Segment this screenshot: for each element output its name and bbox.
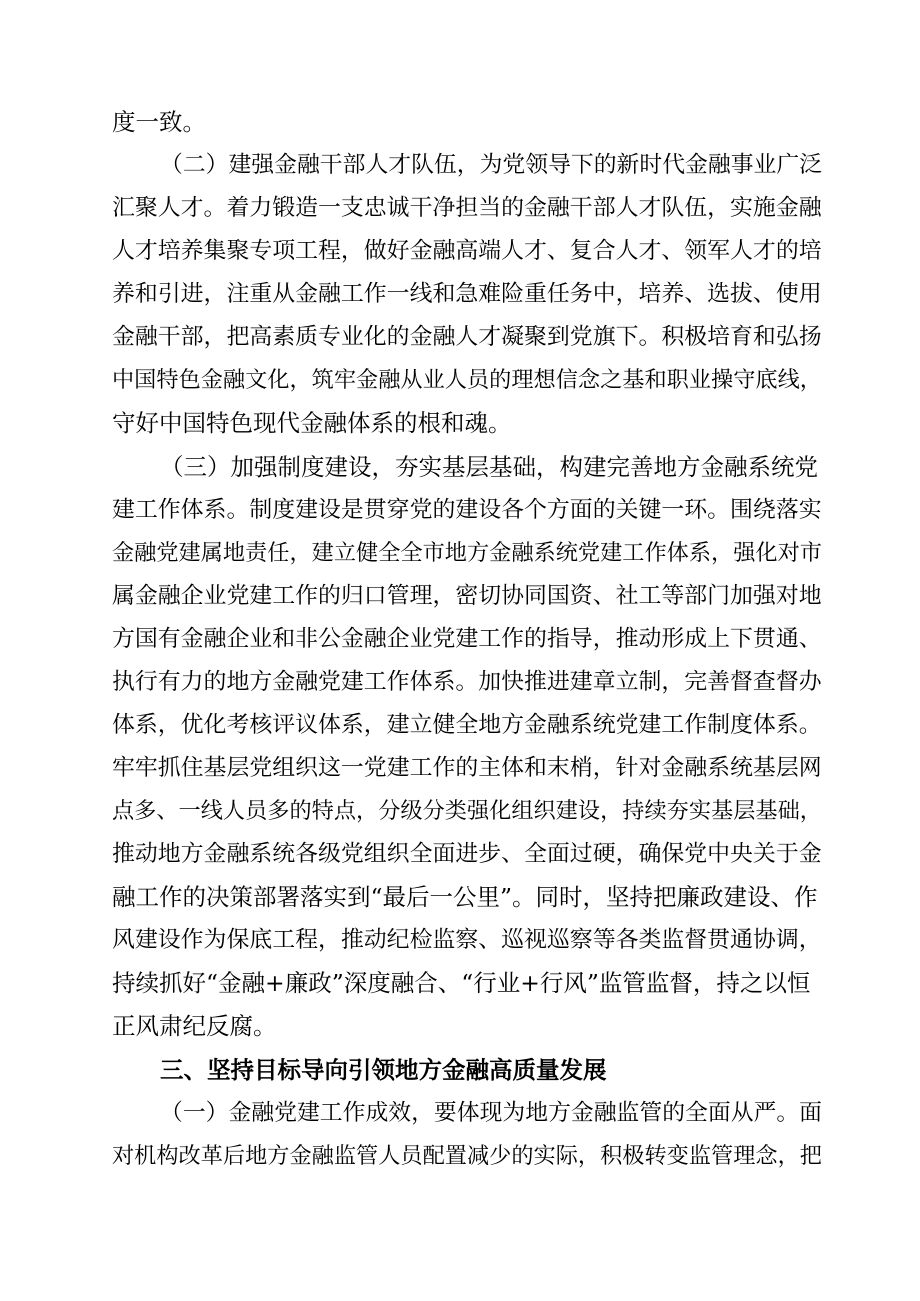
text-line xyxy=(0,1136,920,1176)
text-line xyxy=(0,662,920,702)
line-text: 正风肃纪反腐。 xyxy=(112,1012,277,1040)
text-line xyxy=(0,533,920,573)
section-heading xyxy=(0,1050,920,1090)
line-text: 方国有金融企业和非公金融企业党建工作的指导，推动形成上下贯通、 xyxy=(112,626,822,652)
paragraph-first-line xyxy=(0,1093,920,1133)
text-line xyxy=(0,748,920,788)
line-text: （三）加强制度建设，夯实基层基础，构建完善地方金融系统党 xyxy=(160,453,818,481)
text-line xyxy=(0,920,920,960)
text-line xyxy=(0,1006,920,1046)
line-text: 牢牢抓住基层党组织这一党建工作的主体和末梢，针对金融系统基层网 xyxy=(112,755,822,781)
text-line xyxy=(0,834,920,874)
text-line xyxy=(0,188,920,228)
text-line xyxy=(0,619,920,659)
line-text: 金融干部，把高素质专业化的金融人才凝聚到党旗下。积极培育和弘扬 xyxy=(112,324,822,350)
text-line xyxy=(0,403,920,443)
text-line xyxy=(0,102,920,142)
line-text: 风建设作为保底工程，推动纪检监察、巡视巡察等各类监督贯通协调， xyxy=(112,927,822,953)
text-line xyxy=(0,274,920,314)
text-line xyxy=(0,576,920,616)
line-text: 属金融企业党建工作的归口管理，密切协同国资、社工等部门加强对地 xyxy=(112,583,822,609)
paragraph-first-line xyxy=(0,145,920,185)
line-text: 度一致。 xyxy=(112,108,206,136)
line-text: 执行有力的地方金融党建工作体系。加快推进建章立制，完善督查督办 xyxy=(112,669,822,695)
line-text: 推动地方金融系统各级党组织全面进步、全面过硬，确保党中央关于金 xyxy=(112,841,822,867)
text-line xyxy=(0,231,920,271)
line-text: 养和引进，注重从金融工作一线和急难险重任务中，培养、选拔、使用 xyxy=(112,281,822,307)
line-text: 融工作的决策部署落实到“最后一公里”。同时，坚持把廉政建设、作 xyxy=(112,883,818,911)
paragraph-first-line xyxy=(0,447,920,487)
heading-text: 三、坚持目标导向引领地方金融高质量发展 xyxy=(160,1056,607,1084)
line-text: 金融党建属地责任，建立健全全市地方金融系统党建工作体系，强化对市 xyxy=(112,540,822,566)
text-line xyxy=(0,791,920,831)
line-text: （二）建强金融干部人才队伍，为党领导下的新时代金融事业广泛 xyxy=(160,152,823,178)
line-text: 人才培养集聚专项工程，做好金融高端人才、复合人才、领军人才的培 xyxy=(112,238,822,264)
line-text: 汇聚人才。着力锻造一支忠诚干净担当的金融干部人才队伍，实施金融 xyxy=(112,195,822,221)
line-text: （一）金融党建工作成效，要体现为地方金融监管的全面从严。面 xyxy=(160,1100,823,1126)
text-line xyxy=(0,490,920,530)
text-line xyxy=(0,963,920,1003)
text-line xyxy=(0,877,920,917)
line-text: 体系，优化考核评议体系，建立健全地方金融系统党建工作制度体系。 xyxy=(112,712,822,738)
line-text: 建工作体系。制度建设是贯穿党的建设各个方面的关键一环。围绕落实 xyxy=(112,497,822,523)
text-line xyxy=(0,705,920,745)
text-line xyxy=(0,317,920,357)
text-line xyxy=(0,360,920,400)
line-text: 守好中国特色现代金融体系的根和魂。 xyxy=(112,409,512,437)
line-text: 持续抓好“金融+廉政”深度融合、“行业+行风”监管监督，持之以恒 xyxy=(112,969,811,997)
line-text: 对机构改革后地方金融监管人员配置减少的实际，积极转变监管理念，把 xyxy=(112,1143,822,1169)
line-text: 点多、一线人员多的特点，分级分类强化组织建设，持续夯实基层基础， xyxy=(112,798,822,824)
line-text: 中国特色金融文化，筑牢金融从业人员的理想信念之基和职业操守底线， xyxy=(112,367,822,393)
